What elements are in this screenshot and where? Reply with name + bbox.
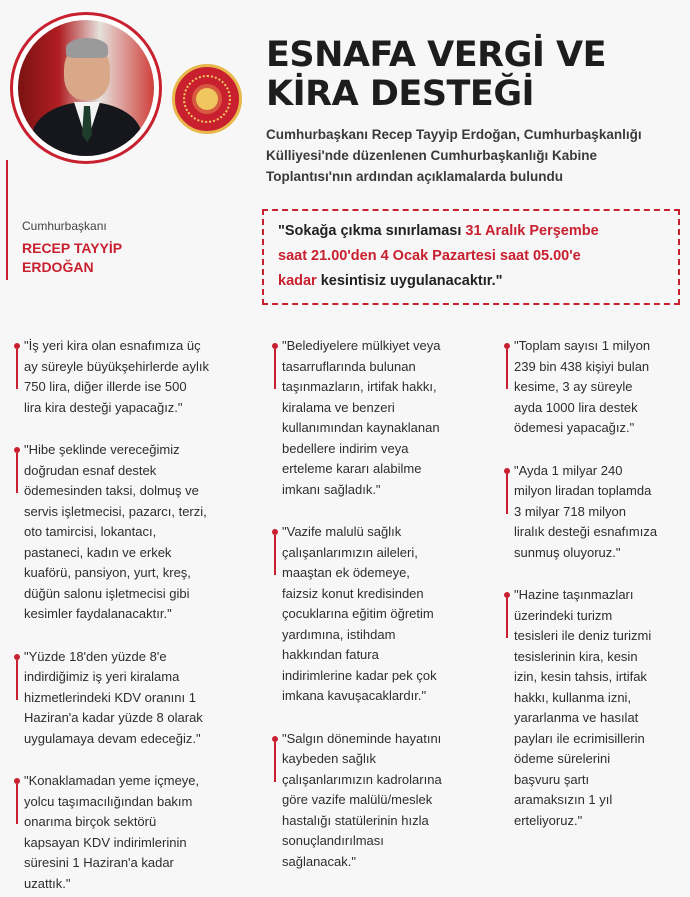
seal-star-ring [183,75,231,123]
statement-column-2 [272,336,472,872]
statement-item [504,461,684,564]
statement-line: indirimlerine kadar pek çok [282,667,437,683]
statement-line: yardımına, istihdam [282,626,396,642]
statement-line: faizsiz konut kredisinden [282,585,424,601]
statement-line: çalışanlarımızın aileleri, [282,544,418,560]
statement-line: ödeme sürelerini [514,751,611,766]
speaker-name [22,239,122,277]
statement-line: onarıma birçok sektörü [24,814,157,829]
quote-part-2: kesintisiz uygulanacaktır." [316,273,503,289]
statement-line: ödemesinden taksi, dolmuş ve [24,483,199,498]
bullet-stem [16,784,18,824]
statement-line: "Konaklamadan yeme içmeye, [24,773,200,788]
page-title [266,36,606,114]
statement-line: "İş yeri kira olan esnafımıza üç [24,338,201,353]
statement-line: ödemesi yapacağız." [514,420,635,435]
statement-item [14,647,249,750]
statement-line: üzerindeki turizm [514,607,613,623]
statement-line: kapsayan KDV indirimlerinin [24,834,187,850]
photo-hair [66,38,108,58]
quote-part-1: "Sokağa çıkma sınırlaması [278,223,466,239]
statement-line: erteleme kararı alabilme [282,461,422,476]
statement-line: oto tamircisi, lokantacı, [24,524,157,539]
statement-column-1 [14,336,249,894]
statement-item [272,729,472,873]
statement-item [504,585,684,831]
statement-line: 3 milyar 718 milyon [514,503,626,519]
statement-line: göre vazife malülü/meslek [282,792,433,807]
statement-line: 239 bin 438 kişiyi bulan [514,358,650,374]
statement-line: "Belediyelere mülkiyet veya [282,338,441,353]
statement-line: ayda 1000 lira destek [514,399,638,415]
speaker-name-line-1: RECEP TAYYİP [22,240,123,256]
statement-line: erteliyoruz." [514,812,583,828]
speaker-photo [18,20,154,156]
statement-line: hakkından fatura [282,647,379,662]
statement-line: "Salgın döneminde hayatını [282,730,442,746]
highlight-quote [262,209,680,305]
statement-item [272,336,472,500]
statement-line: kiralama ve benzeri [282,399,395,415]
bullet-stem [16,453,18,493]
statement-line: bedellere indirim veya [282,440,409,456]
bullet-stem [506,349,508,389]
statement-line: tesislerinin kira, kesin [514,648,638,664]
speaker-role: Cumhurbaşkanı [22,219,107,233]
statement-line: pastaneci, kadın ve erkek [24,544,172,560]
statement-line: uygulamaya devam edeceğiz." [24,730,201,746]
statement-line: "Yüzde 18'den yüzde 8'e [24,648,167,664]
statement-line: taşınmazların, irtifak hakkı, [282,379,437,394]
quote-highlight-2: saat 21.00'den 4 Ocak Pazartesi saat 05.00'e [278,248,581,264]
statement-line: sonuçlandırılması [282,833,384,848]
statement-line: süresini 1 Haziran'a kadar [24,855,174,870]
statement-column-3 [504,336,684,831]
statement-line: servis işletmecisi, pazarcı, terzi, [24,503,207,519]
statement-item [14,336,249,418]
statement-item [14,440,249,625]
statement-item [14,771,249,894]
statement-line: sağlanacak." [282,853,356,869]
statement-line: "Toplam sayısı 1 milyon [514,338,651,353]
presidential-seal-icon [172,64,242,134]
statement-line: kesime, 3 ay süreyle [514,379,633,394]
quote-highlight-3: kadar [278,273,317,289]
statement-line: izin, kesin tahsis, irtifak [514,669,647,684]
statement-line: 750 lira, diğer illerde ise 500 [24,379,187,394]
page-subtitle [266,124,676,187]
statement-line: "Hibe şeklinde vereceğimiz [24,442,180,457]
statement-line: imkana kavuşacaklardır." [282,688,427,703]
title-line-1: ESNAFA VERGİ VE [266,35,607,75]
statement-line: ay süreyle büyükşehirlerde aylık [24,358,209,374]
bullet-stem [274,742,276,782]
statement-line: yolcu taşımacılığından bakım [24,793,193,809]
bullet-stem [16,349,18,389]
statement-line: çocuklarına eğitim öğretim [282,606,434,621]
statement-line: düğün salonu işletmecisi gibi [24,585,190,601]
statement-line: çalışanlarımızın kadrolarına [282,771,442,787]
statement-line: aramaksızın 1 yıl [514,792,613,807]
statement-line: tasarruflarında bulunan [282,358,416,374]
statement-line: payları ile ecrimisillerin [514,730,645,746]
statement-line: liralık desteği esnafımıza [514,524,658,539]
statement-line: hastalığı statülerinin hızla [282,812,429,828]
statement-line: kesimler faydalanacaktır." [24,606,172,621]
statement-line: "Hazine taşınmazları [514,587,634,602]
statement-line: başvuru şartı [514,771,590,787]
quote-highlight-1: 31 Aralık Perşembe [465,223,599,239]
subtitle-line-2: Külliyesi'nde düzenlenen Cumhurbaşkanlığı Kabine [266,148,598,163]
statement-line: kullanımından kaynaklanan [282,420,440,435]
statement-line: kaybeden sağlık [282,751,376,766]
subtitle-line-1: Cumhurbaşkanı Recep Tayyip Erdoğan, Cumhurbaşkanlığı [266,127,642,142]
statement-line: sunmuş oluyoruz." [514,544,621,560]
statement-line: maaştan ek ödemeye, [282,565,410,580]
statement-line: tesisleri ile deniz turizmi [514,628,652,643]
timeline-line [6,160,8,280]
bullet-stem [274,535,276,575]
bullet-stem [506,598,508,638]
statement-line: yararlanma ve hasılat [514,710,639,725]
title-line-2: KİRA DESTEĞİ [266,74,535,114]
statement-line: lira kira desteği yapacağız." [24,399,183,415]
statement-line: doğrudan esnaf destek [24,462,157,478]
statement-line: kuaförü, pansiyon, yurt, kreş, [24,565,191,580]
bullet-stem [16,660,18,700]
bullet-stem [506,474,508,514]
statement-line: indirdiğimiz iş yeri kiralama [24,669,180,684]
seal-sun-icon [196,88,218,110]
statement-line: milyon liradan toplamda [514,483,652,498]
speaker-name-line-2: ERDOĞAN [22,259,94,275]
statement-line: hakkı, kullanma izni, [514,689,632,705]
statement-line: "Ayda 1 milyar 240 [514,462,623,478]
statement-item [504,336,684,439]
bullet-stem [274,349,276,389]
speaker-photo-frame [10,12,162,164]
statement-line: hizmetlerindeki KDV oranını 1 [24,689,196,705]
subtitle-line-3: Toplantısı'nın ardından açıklamalarda bulundu [266,169,563,184]
statement-line: Haziran'a kadar yüzde 8 olarak [24,710,203,725]
statement-line: uzattık." [24,875,71,891]
statement-item [272,522,472,707]
statement-line: "Vazife malulü sağlık [282,524,402,539]
statement-line: imkanı sağladık." [282,481,381,497]
